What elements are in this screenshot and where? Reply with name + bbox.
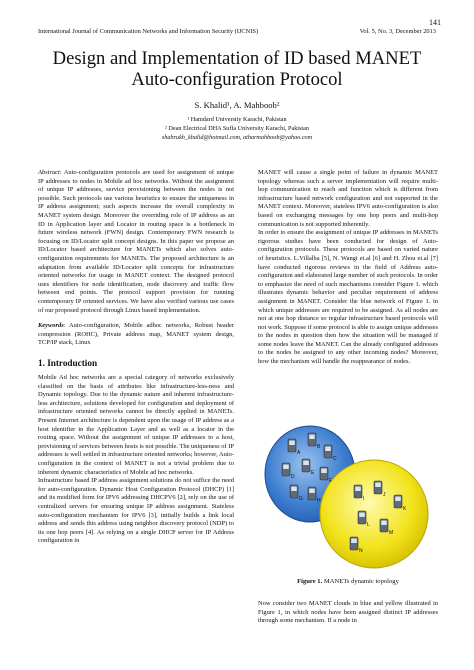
phone-screen	[359, 513, 365, 518]
phone-screen	[309, 489, 315, 494]
node-label: J	[383, 492, 386, 498]
phone-screen	[309, 435, 315, 440]
right-paragraph-3: Now consider two MANET clouds in blue and yellow illustrated in Figure 1, in which nodes have been assigned distinct IP addresses through some mechanism. If a node in	[258, 600, 438, 625]
node-label: D	[291, 474, 295, 480]
abstract-text: : Auto-configuration protocols are used for assignment of unique IP addresses to nodes in Mobile ad hoc networks. Without the assignment of unique IP addresses, service provisioning between the nodes is not possible. Such protocols use various heuristics to ensure the uniqueness in IP address assignment; such aspects increase the overall complexity in MANET system design. Moreover the overriding role of IP address as an ID in Application layer and Locator in routing space is a bottleneck in future wireless network (FWN) design. Contemporary FWN research is focusing on ID/Locator split concept designs. In this paper we propose an ID/Locator based architecture for MANETs which also solves auto-configuration requirements for MANETs. The proposed architecture is an adaptation from available ID/Locator split concepts for infrastructure oriented networks for usage in MANET context. The designed protocol uses identifiers for node identification, node discovery and traffic flow between end points. The protocol support provision for running contemporary IP oriented services. We have also verified various use cases of our proposed protocol through Linux based implementation.	[38, 169, 234, 314]
paper-title: Design and Implementation of ID based MANET Auto-configuration Protocol	[52, 48, 422, 90]
figure-caption	[258, 578, 438, 585]
page-number: 141	[429, 18, 441, 27]
node-label: G	[299, 496, 303, 502]
keywords	[38, 322, 234, 348]
node-label: I	[363, 496, 365, 502]
yellow-manet-cloud	[320, 460, 428, 568]
node-label: A	[297, 450, 301, 456]
abstract	[38, 169, 234, 315]
phone-screen	[321, 469, 327, 474]
keywords-text: : Auto-configuration, Mobile adhoc networks, Robust header compression (ROHC), Private address map, MANET system design, TCP/IP stack, Linux	[38, 322, 234, 347]
phone-screen	[381, 521, 387, 526]
figure-caption-text: MANETs dynamic topology	[322, 578, 399, 585]
author-names: S. Khalid¹, A. Mahboob²	[194, 100, 280, 110]
phone-screen	[375, 483, 381, 488]
node-label: K	[403, 506, 407, 512]
intro-paragraph-2: Infrastructure based IP address assignment solutions do not suffice the need for auto-configuration. Dynamic Host Configuration Protocol (DHCP) [1] and its modified form for IPV6 addressing DHCPV6 [2], rely on the use of centralized servers for ensuring unique IP address assignment. Stateless auto-configuration mechanism for IPV6 [3], initially builds a link local address and sends this address using neighbor discovery protocol (NDP) to its one hop peers [4]. As relying on a single DHCP server for IP Address configuration in	[38, 477, 234, 545]
node-label: H	[317, 498, 321, 504]
node-label: B	[317, 444, 321, 450]
node-label: N	[359, 548, 363, 554]
journal-volume: Vol. 5, No. 3, December 2013	[359, 28, 436, 35]
running-header	[38, 28, 436, 35]
phone-screen	[351, 539, 357, 544]
right-column-text	[258, 169, 438, 367]
node-label: M	[389, 530, 394, 536]
figure-manet-topology	[262, 422, 434, 574]
figure-illustration	[262, 422, 434, 574]
phone-screen	[395, 497, 401, 502]
section-heading-introduction: 1. Introduction	[38, 358, 98, 368]
node-label: F	[329, 478, 333, 484]
phone-screen	[303, 461, 309, 466]
introduction-body	[38, 374, 234, 546]
keywords-label: Keywords	[38, 322, 64, 329]
phone-screen	[355, 487, 361, 492]
intro-paragraph-1: Mobile Ad hoc networks are a special category of networks exclusively classified on the basis of attributes like infrastructure-less-ness and Dynamic topology. Due to the dynamic nature and inherent infrastructure-less architecture, solutions developed for configuration and deployment of infrastructure oriented networks cannot be directly applied in MANETs. Present Internet architecture is dependent upon the usage of IP address as a host identifier in the Application Layer and as well as a locator in the routing space. Without the assignment of unique IP addresses to a host, provisioning of services between hosts is not possible. The uniqueness of IP addresses is well settled in infrastructure oriented networks; however, Auto-configuration in the context of MANET is not a trivial problem due to inherent dynamic characteristics of Mobile ad hoc networks.	[38, 374, 234, 476]
author-emails: shahrukh_khalid@hotmail.com, atharmahboob@yahoo.com	[161, 134, 313, 141]
figure-caption-label: Figure 1.	[297, 578, 323, 585]
node-label: L	[367, 522, 370, 528]
right-paragraph-1: MANET will cause a single point of failure in dynamic MANET topology whereas such a server implementation will require multi-hop communication to reach and function which is different from infrastructure based network configuration and not supported in the MANET context. Moreover, stateless IPV6 auto-configuration is also based on exchanging messages by one hop peers and multi-hop communication is not supported inherently.	[258, 169, 438, 228]
phone-screen	[289, 441, 295, 446]
phone-screen	[325, 447, 331, 452]
right-column-continuation	[258, 600, 438, 626]
node-label: E	[311, 470, 315, 476]
affiliation-1: ¹ Hamdard University Karachi, Pakistan	[187, 116, 287, 123]
affiliation-2: ² Dean Electrical DHA Suffa University Karachi, Pakistan	[164, 125, 309, 132]
phone-screen	[283, 465, 289, 470]
abstract-label: Abstract	[38, 169, 60, 176]
right-paragraph-2: In order to ensure the assignment of unique IP addresses in MANETs rigorous studies have been conducted for design of Auto-configuration protocols. These protocols are based on varied nature of heuristics. L.Villalba [5], N. Wangi et.al [6] and H. Zhou et.al [7] have conducted rigorous reviews in the field of Address auto-configuration and elaborated large number of such protocols. In order to emphasize the need of such mechanisms consider Figure 1. which illustrates dynamic behavior and peculiar requirement of address assignment in MANET. Consider the blue network of Figure 1. in which unique addresses are required to be assigned. As all nodes are not at one hop distance so regular infrastructure based protocols will not work. Suppose if some protocol is able to assign unique addresses to the nodes in question then how the situation will be managed if some nodes leave the MANET. Can the already configured addresses to the nodes be assigned to any other incoming nodes? Moreover, how the mechanism will handle the reappearance of nodes.	[258, 229, 438, 366]
journal-name: International Journal of Communication Networks and Information Security (IJCNIS)	[38, 28, 259, 35]
phone-screen	[291, 487, 297, 492]
node-label: C	[333, 456, 337, 462]
